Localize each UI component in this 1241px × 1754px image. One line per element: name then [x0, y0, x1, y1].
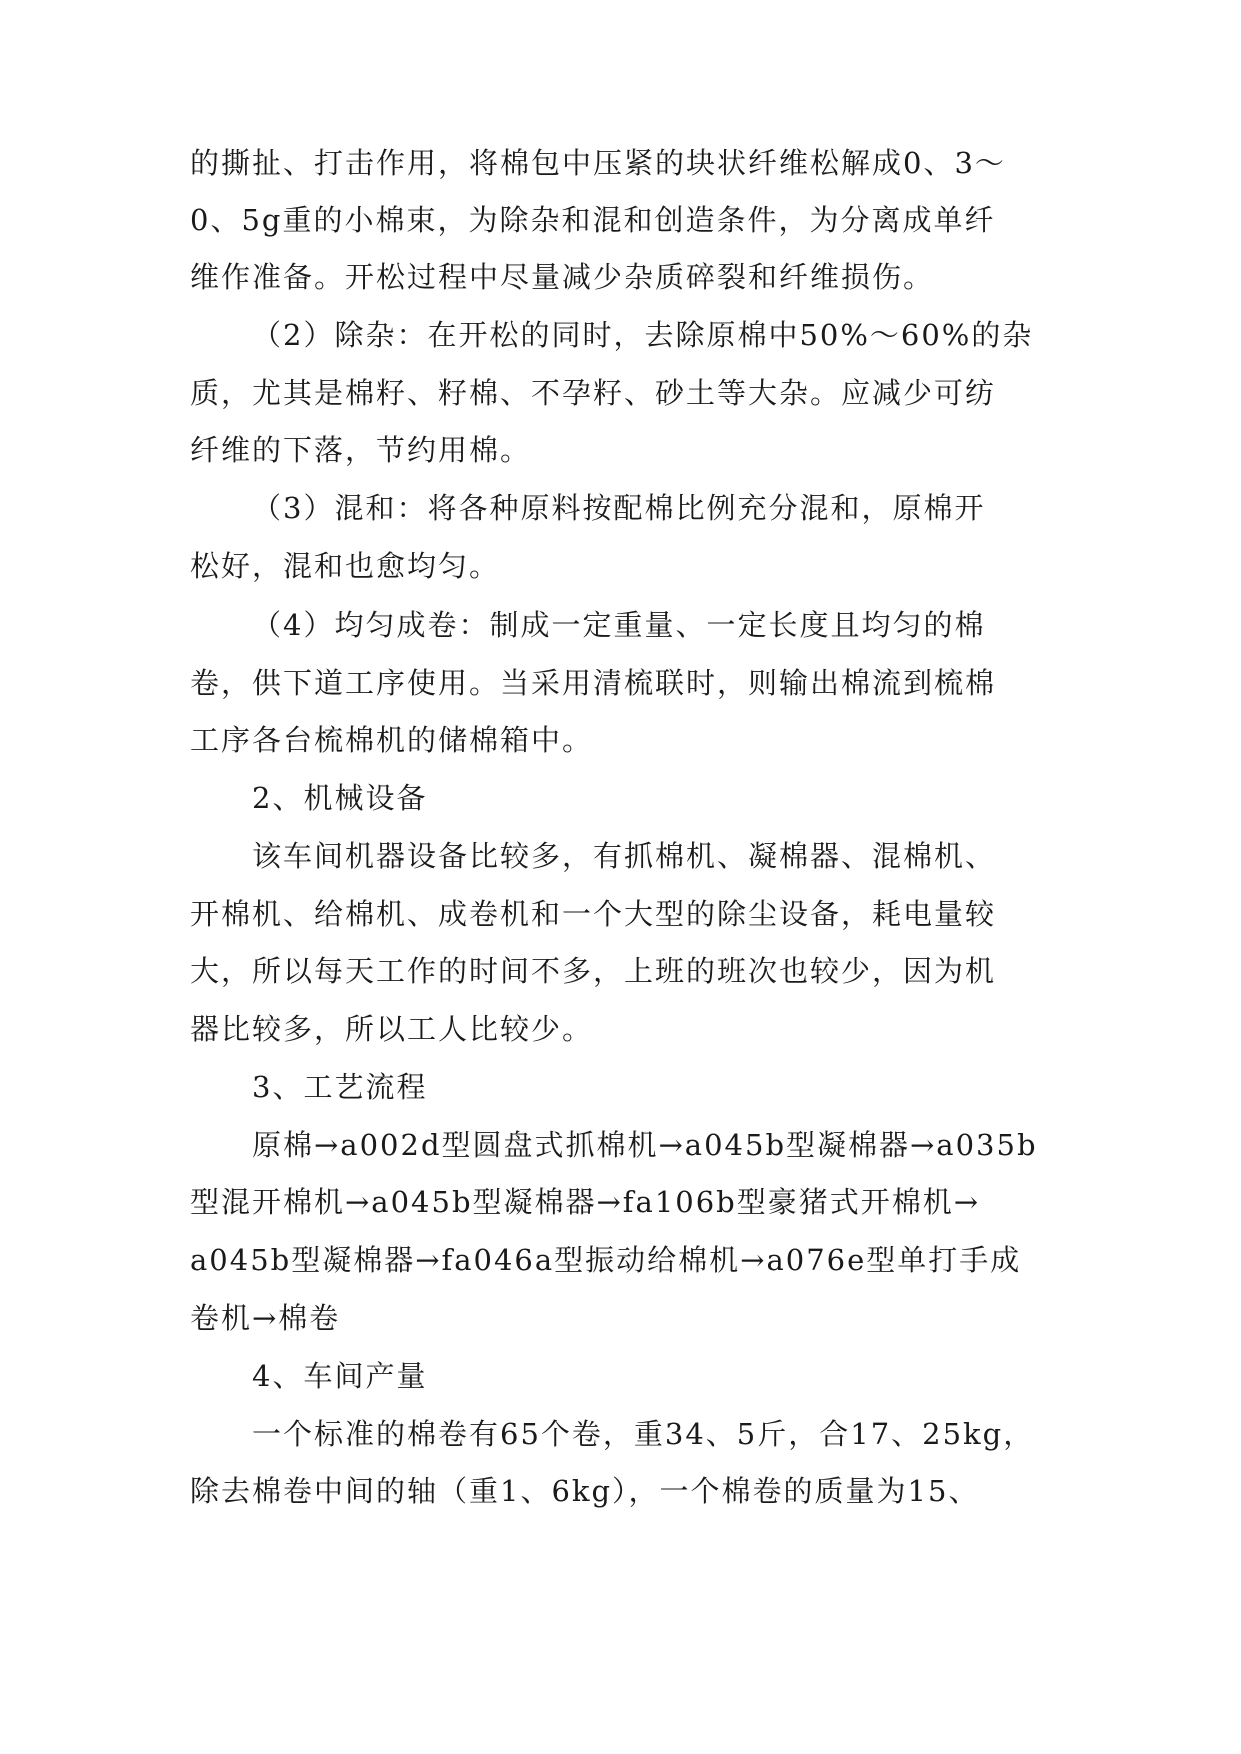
section-heading: 2、机械设备 — [252, 781, 428, 815]
text-line: 卷机→棉卷 — [190, 1301, 341, 1335]
text-line: （3）混和：将各种原料按配棉比例充分混和，原棉开 — [252, 491, 986, 525]
text-line: 的撕扯、打击作用，将棉包中压紧的块状纤维松解成0、3～ — [190, 146, 1006, 180]
text-line: 大，所以每天工作的时间不多，上班的班次也较少，因为机 — [190, 954, 997, 988]
text-line: 开棉机、给棉机、成卷机和一个大型的除尘设备，耗电量较 — [190, 897, 997, 931]
text-line: 该车间机器设备比较多，有抓棉机、凝棉器、混棉机、 — [252, 839, 997, 873]
text-line: （2）除杂：在开松的同时，去除原棉中50%～60%的杂 — [252, 318, 1034, 352]
text-line: 纤维的下落，节约用棉。 — [190, 433, 532, 467]
text-line: 维作准备。开松过程中尽量减少杂质碎裂和纤维损伤。 — [190, 260, 935, 294]
section-heading: 4、车间产量 — [252, 1359, 428, 1393]
text-line: 0、5g重的小棉束，为除杂和混和创造条件，为分离成单纤 — [190, 203, 996, 237]
text-line: 原棉→a002d型圆盘式抓棉机→a045b型凝棉器→a035b — [252, 1128, 1038, 1162]
section-heading: 3、工艺流程 — [252, 1070, 428, 1104]
text-line: （4）均匀成卷：制成一定重量、一定长度且均匀的棉 — [252, 608, 986, 642]
text-line: 质，尤其是棉籽、籽棉、不孕籽、砂土等大杂。应减少可纺 — [190, 376, 997, 410]
text-line: 一个标准的棉卷有65个卷，重34、5斤，合17、25kg， — [252, 1417, 1035, 1451]
text-line: 器比较多，所以工人比较少。 — [190, 1012, 594, 1046]
text-line: 型混开棉机→a045b型凝棉器→fa106b型豪猪式开棉机→ — [190, 1185, 981, 1219]
text-line: a045b型凝棉器→fa046a型振动给棉机→a076e型单打手成 — [190, 1243, 1022, 1277]
text-line: 工序各台梳棉机的储棉箱中。 — [190, 723, 594, 757]
text-line: 松好，混和也愈均匀。 — [190, 549, 501, 583]
text-line: 卷，供下道工序使用。当采用清梳联时，则输出棉流到梳棉 — [190, 666, 997, 700]
text-line: 除去棉卷中间的轴（重1、6kg），一个棉卷的质量为15、 — [190, 1474, 980, 1508]
